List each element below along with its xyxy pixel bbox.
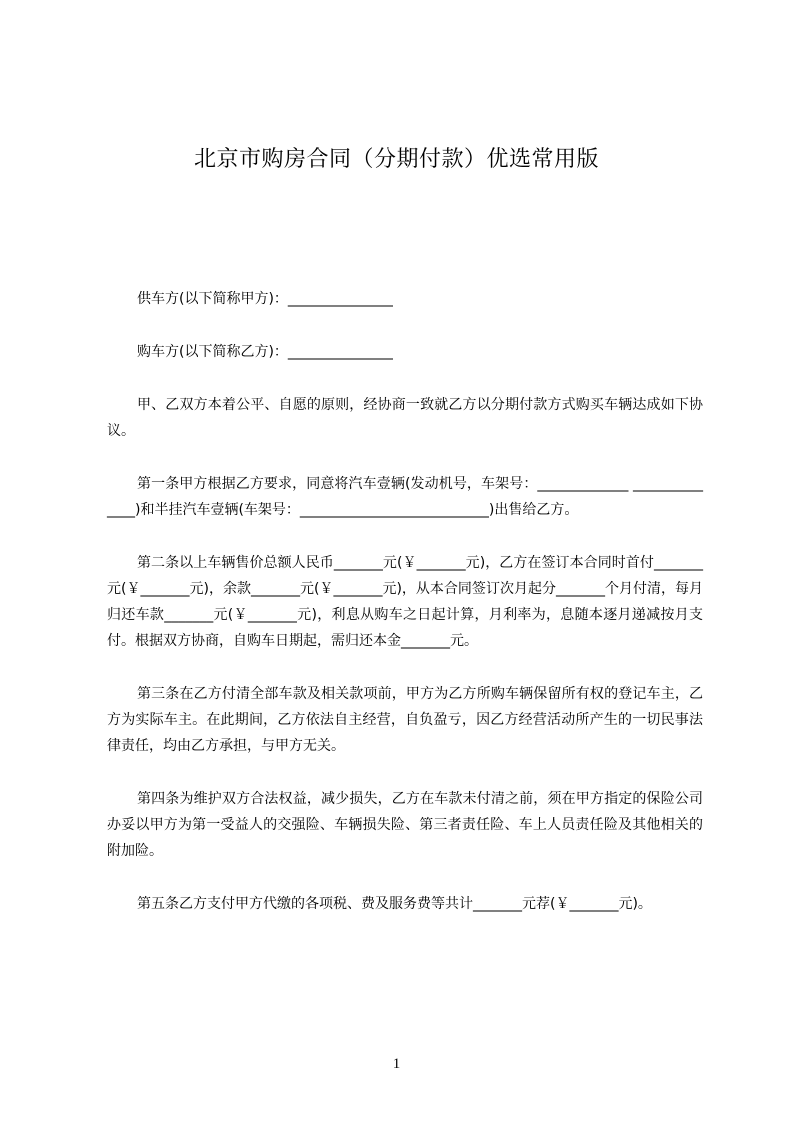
document-title: 北京市购房合同（分期付款）优选常用版 [193,147,599,172]
article-3-paragraph: 第三条在乙方付清全部车款及相关款项前，甲方为乙方所购车辆保留所有权的登记车主，乙方为实际车主。在此期间，乙方依法自主经营，自负盈亏，因乙方经营活动所产生的一切民事法律责任，均由乙方承担，与甲方无关。 [107,686,703,754]
preamble-paragraph: 甲、乙双方本着公平、自愿的原则，经协商一致就乙方以分期付款方式购买车辆达成如下协议。 [107,397,703,439]
article-1-paragraph: 第一条甲方根据乙方要求，同意将汽车壹辆(发动机号，车架号：_____________ ______________)和半挂汽车壹辆(车架号：___________________________)出售给乙方。 [107,476,703,518]
article-2-paragraph: 第二条以上车辆售价总额人民币_______元(￥_______元)，乙方在签订本合同时首付_______元(￥_______元)，余款_______元(￥_______元)，从本合同签订次月起分_______个月付清，每月归还车款_______元(￥_______元)，利息从购车之日起计算，月利率为，息随本逐月递减按月支付。根据双方协商，自购车日期起，需归还本金_______元。 [107,555,703,649]
article-4-paragraph: 第四条为维护双方合法权益，减少损失，乙方在车款未付清之前，须在甲方指定的保险公司办妥以甲方为第一受益人的交强险、车辆损失险、第三者责任险、车上人员责任险及其他相关的附加险。 [107,791,703,859]
page-number: 1 [392,1056,401,1072]
seller-line: 供车方(以下简称甲方)：_______________ [137,291,393,307]
article-5-paragraph: 第五条乙方支付甲方代缴的各项税、费及服务费等共计_______元荐(￥_______元)。 [137,896,652,912]
document-body [107,286,703,944]
buyer-line: 购车方(以下简称乙方)：_______________ [137,344,393,360]
